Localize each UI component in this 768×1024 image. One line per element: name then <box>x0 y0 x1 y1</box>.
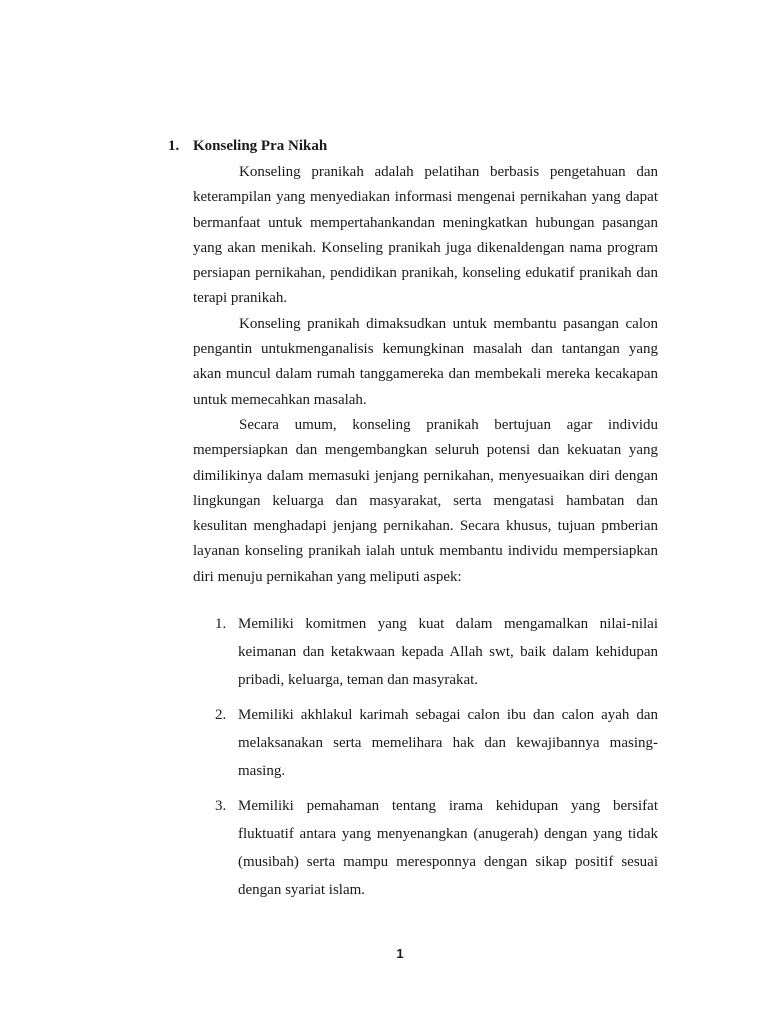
list-item-text: Memiliki akhlakul karimah sebagai calon ibu dan calon ayah dan melaksanakan serta memelihara hak dan kewajibannya masing-masing. <box>238 707 658 779</box>
aspect-list <box>193 610 658 911</box>
paragraph: Konseling pranikah dimaksudkan untuk membantu pasangan calon pengantin untukmenganalisis kemungkinan masalah dan tantangan yang akan muncul dalam rumah tanggamereka dan membekali mereka kecakapan untuk memecahkan masalah. <box>193 315 658 408</box>
page-number: 1 <box>396 946 404 961</box>
list-item-number: 2. <box>215 707 227 723</box>
list-item-text: Memiliki komitmen yang kuat dalam mengamalkan nilai-nilai keimanan dan ketakwaan kepada Allah swt, baik dalam kehidupan pribadi, keluarga, teman dan masyrakat. <box>238 616 658 688</box>
section-heading <box>168 136 327 156</box>
paragraph: Konseling pranikah adalah pelatihan berbasis pengetahuan dan keterampilan yang menyediakan informasi mengenai pernikahan yang dapat bermanfaat untuk mempertahankandan meningkatkan hubungan pasangan yang akan menikah. Konseling pranikah juga dikenaldengan nama program persiapan pernikahan, pendidikan pranikah, konseling edukatif pranikah dan terapi pranikah. <box>193 164 658 307</box>
paragraph: Secara umum, konseling pranikah bertujuan agar individu mempersiapkan dan mengembangkan seluruh potensi dan kekuatan yang dimilikinya dalam memasuki jenjang pernikahan, menyesuaikan diri dengan lingkungan keluarga dan masyarakat, serta mengatasi hambatan dan kesulitan menghadapi jenjang pernikahan. Secara khusus, tujuan pmberian layanan konseling pranikah ialah untuk membantu individu mempersiapkan diri menuju pernikahan yang meliputi aspek: <box>193 416 658 585</box>
list-item <box>193 701 658 785</box>
section-title: Konseling Pra Nikah <box>193 138 328 154</box>
section-number: 1. <box>168 138 180 154</box>
list-item-number: 1. <box>215 616 227 632</box>
list-item <box>193 792 658 904</box>
section-body <box>193 160 658 590</box>
list-item <box>193 610 658 694</box>
list-item-number: 3. <box>215 798 227 814</box>
list-item-text: Memiliki pemahaman tentang irama kehidupan yang bersifat fluktuatif antara yang menyenangkan (anugerah) dengan yang tidak (musibah) serta mampu meresponnya dengan sikap positif sesuai dengan syariat islam. <box>238 798 658 898</box>
